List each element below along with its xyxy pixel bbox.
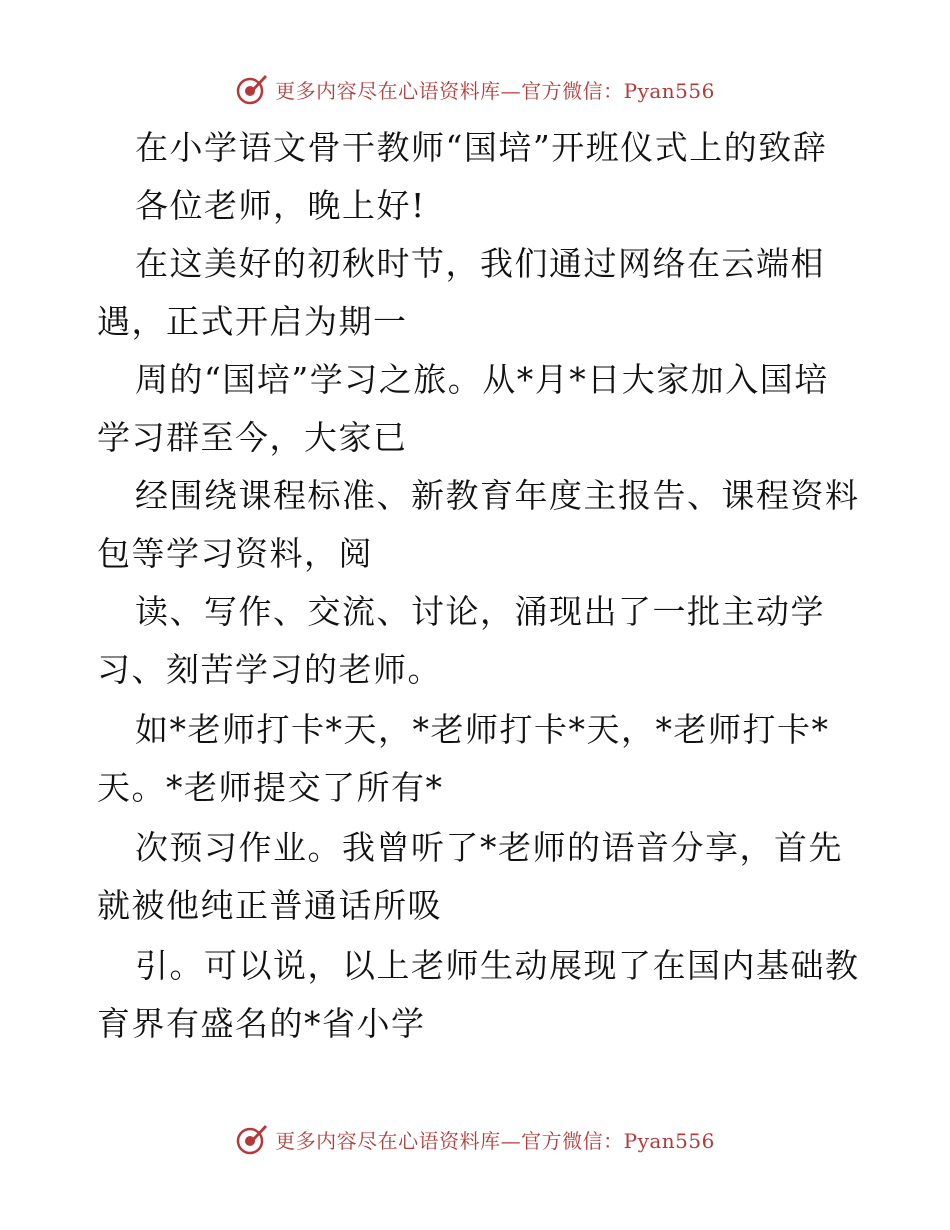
quill-logo-icon	[235, 72, 269, 106]
paragraph-line: 天。*老师提交了所有*	[97, 768, 444, 807]
paragraph-line: 读、写作、交流、讨论，涌现出了一批主动学	[135, 592, 825, 631]
paragraph-line: 在这美好的初秋时节，我们通过网络在云端相	[135, 244, 825, 283]
paragraph-line: 经围绕课程标准、新教育年度主报告、课程资料	[135, 476, 860, 515]
watermark-text: 更多内容尽在心语资料库—官方微信：Pyan556	[275, 1128, 715, 1153]
paragraph-line: 如*老师打卡*天，*老师打卡*天，*老师打卡*	[135, 710, 830, 749]
watermark-footer	[0, 1122, 950, 1156]
watermark-text: 更多内容尽在心语资料库—官方微信：Pyan556	[275, 78, 715, 103]
watermark-header	[0, 72, 950, 106]
paragraph-line: 遇，正式开启为期一	[97, 302, 408, 341]
paragraph-line: 周的“国培”学习之旅。从*月*日大家加入国培	[135, 360, 829, 399]
paragraph-line: 育界有盛名的*省小学	[97, 1004, 426, 1043]
paragraph-line: 各位老师，晚上好!	[135, 186, 426, 225]
paragraph-line: 次预习作业。我曾听了*老师的语音分享，首先	[135, 828, 843, 867]
paragraph-line: 引。可以说，以上老师生动展现了在国内基础教	[135, 946, 860, 985]
paragraph-line: 学习群至今，大家已	[97, 418, 408, 457]
document-title: 在小学语文骨干教师“国培”开班仪式上的致辞	[135, 128, 828, 167]
paragraph-line: 习、刻苦学习的老师。	[97, 650, 442, 689]
paragraph-line: 就被他纯正普通话所吸	[97, 886, 442, 925]
quill-logo-icon	[235, 1122, 269, 1156]
paragraph-line: 包等学习资料，阅	[97, 534, 373, 573]
